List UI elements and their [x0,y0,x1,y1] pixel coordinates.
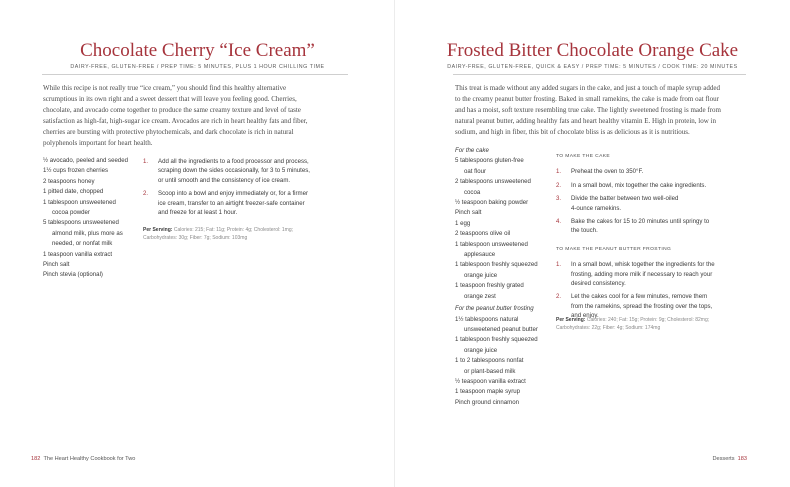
nutrition-values: Carbohydrates: 22g; Fiber: 4g; Sodium: 174mg [556,325,661,331]
recipe-intro [43,83,308,148]
step-line: and freeze for at least 1 hour. [158,209,238,217]
page-footer [712,456,747,462]
ingredient-list [455,146,538,408]
ingredient-item: 1½ tablespoons natural [455,315,519,323]
ingredient-item: oat flour [464,167,487,175]
nutrition-info [143,226,293,242]
ingredient-item: 1 teaspoon maple syrup [455,388,521,396]
step-item [556,167,715,176]
step-line: ice cream, transfer to an airtight freezer-safe container [158,199,305,207]
ingredient-item: Pinch stevia (optional) [43,271,103,279]
section-name: Desserts [712,456,735,462]
step-line: from the ramekins, spread the frosting over the tops, [571,302,713,310]
nutrition-info [556,316,709,332]
step-line: or until smooth and the consistency of ice cream. [158,176,291,184]
step-number: 3. [556,195,562,203]
page-footer [31,456,135,462]
step-number: 2. [143,190,149,198]
title-rule [42,74,348,75]
ingredient-item: cocoa [464,188,481,196]
ingredient-item: ½ avocado, peeled and seeded [43,157,129,164]
nutrition-values: Calories: 215; Fat: 11g; Protein: 4g; Cholesterol: 1mg; [173,227,293,233]
step-number: 4. [556,218,562,226]
intro-line: chocolate, and avocado come together to produce the same creamy texture and level of taste [43,105,301,114]
recipe-intro [455,83,721,138]
step-number: 1. [143,158,149,165]
step-item [143,189,310,217]
step-line: Let the cakes cool for a few minutes, remove them [571,293,708,301]
ingredient-item: 1 egg [455,219,471,227]
make-frosting-heading: TO MAKE THE PEANUT BUTTER FROSTING [556,246,672,252]
ingredient-item: needed, or nonfat milk [52,240,113,248]
ingredient-item: orange zest [464,292,496,300]
intro-line: satisfaction as high-fat, high-sugar ice cream. Avocados are rich in heart healthy fats and fiber, [43,116,308,125]
intro-line: This treat is made without any added sugars in the cake, and just a touch of maple syrup added [455,84,720,92]
intro-line: While this recipe is not really true “ice cream,” you should find this healthy alternative [43,84,287,92]
step-line: scraping down the sides occasionally, for 3 to 5 minutes, [158,167,310,175]
step-list [556,150,715,325]
intro-line: scrumptious in its own right and a sweet dessert that will leave you feeling good. Cherries, [43,94,297,103]
step-line: Add all the ingredients to a food processor and process, [158,158,309,165]
ingredient-item: orange juice [464,346,498,354]
ingredient-item: Pinch salt [43,261,70,269]
ingredient-item: 1 tablespoon unsweetened [455,240,528,248]
intro-line: and has a moist, soft texture resembling true cake. The lightly sweetened frosting is made from [455,105,721,114]
ingredient-item: 1 tablespoon freshly squeezed [455,336,538,344]
intro-line: polyphenols important for heart health. [43,138,153,147]
ingredient-item: applesauce [464,251,496,259]
step-number: 2. [556,293,562,301]
ingredient-item: 1 tablespoon unsweetened [43,198,116,206]
nutrition-label: Per Serving: [556,317,586,323]
step-item [556,194,715,213]
step-item [556,217,715,236]
intro-line: to the creamy peanut butter frosting. Baked in small ramekins, the cake is made from oat flour [455,94,719,103]
step-line: Preheat the oven to 350°F. [571,168,644,176]
ingredient-item: 1 teaspoon freshly grated [455,282,524,290]
recipe-title: Chocolate Cherry “Ice Cream” [80,40,315,61]
step-number: 1. [556,168,562,176]
step-item [556,260,715,288]
ingredient-item: 1 pitted date, chopped [43,188,104,196]
step-line: Scoop into a bowl and enjoy immediately or, for a firmer [158,190,309,198]
ingredient-item: 1 teaspoon vanilla extract [43,250,113,258]
ingredient-item: 1½ cups frozen cherries [43,167,109,175]
intro-line: natural peanut butter, adding healthy fats and heart healthy vitamin E. High in protein, low in [455,116,716,125]
ingredient-item: 1 to 2 tablespoons nonfat [455,357,524,365]
page-number: 183 [737,456,747,462]
step-line: In a small bowl, mix together the cake ingredients. [571,181,707,189]
step-line: frosting, adding more milk if necessary to reach your [571,270,713,278]
ingredient-item: almond milk, plus more as [52,229,123,237]
ingredient-item: cocoa powder [52,209,90,217]
recipe-tags: DAIRY-FREE, GLUTEN-FREE, QUICK & EASY / PREP TIME: 5 MINUTES / COOK TIME: 20 MINUTES [447,64,738,70]
step-line: Divide the batter between two well-oiled [571,195,679,203]
ingredient-item: 5 tablespoons unsweetened [43,219,119,227]
recipe-tags: DAIRY-FREE, GLUTEN-FREE / PREP TIME: 5 MINUTES, PLUS 1 HOUR CHILLING TIME [70,64,325,70]
ingredient-item: Pinch ground cinnamon [455,398,520,406]
recipe-title: Frosted Bitter Chocolate Orange Cake [446,40,739,61]
title-rule [453,74,746,75]
step-number: 1. [556,261,562,269]
ingredient-item: Pinch salt [455,209,482,217]
ingredient-item: 1 tablespoon freshly squeezed [455,261,538,269]
intro-line: sodium, and high in fiber, this bit of chocolate bliss is as delicious as it is nutritious. [455,127,690,136]
ingredient-item: ½ teaspoon baking powder [455,199,529,207]
step-line: 4-ounce ramekins. [571,204,622,212]
step-item [556,181,715,190]
make-cake-heading: TO MAKE THE CAKE [556,154,611,159]
step-list [143,157,310,221]
step-line: the touch. [571,227,598,235]
ingredient-item: or plant-based milk [464,367,516,375]
step-line: desired consistency. [571,280,626,288]
step-line: Bake the cakes for 15 to 20 minutes until springy to [571,218,710,226]
ingredient-item: unsweetened peanut butter [464,325,538,333]
cake-ingredients-heading: For the cake [455,147,489,154]
nutrition-label: Per Serving: [143,227,173,233]
step-number: 2. [556,181,562,189]
step-line: and enjoy. [571,312,599,320]
frosting-ingredients-heading: For the peanut butter frosting [455,305,534,313]
page-number: 182 [31,456,41,462]
ingredient-item: 2 teaspoons honey [43,177,95,185]
ingredient-item: 2 teaspoons olive oil [455,230,511,238]
right-page [395,0,790,487]
step-line: In a small bowl, whisk together the ingredients for the [571,261,715,269]
nutrition-values: Carbohydrates: 30g; Fiber: 7g; Sodium: 103mg [143,235,248,241]
ingredient-list [43,156,128,281]
ingredient-item: 5 tablespoons gluten-free [455,157,524,165]
step-item [143,157,310,185]
book-title: The Heart Healthy Cookbook for Two [43,456,136,462]
intro-line: cherries are bursting with protective phytochemicals, and dark chocolate is rich in natural [43,127,294,136]
ingredient-item: ½ teaspoon vanilla extract [455,377,526,385]
ingredient-item: 2 tablespoons unsweetened [455,178,531,186]
nutrition-values: Calories: 240; Fat: 15g; Protein: 9g; Cholesterol: 82mg; [586,317,710,323]
ingredient-item: orange juice [464,271,498,279]
